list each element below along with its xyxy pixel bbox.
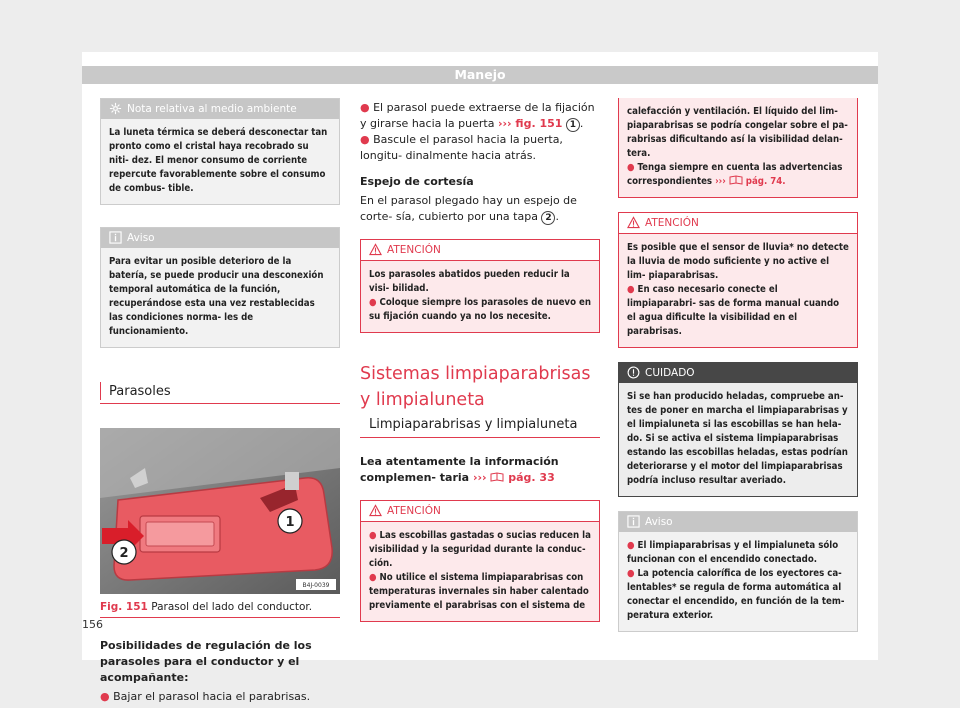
bullet-lower-visor: ● Bajar el parasol hacia el parabrisas. bbox=[100, 690, 311, 703]
figure-marker-2: 2 bbox=[119, 546, 129, 561]
manual-page bbox=[82, 52, 878, 703]
page-number: 156 bbox=[82, 618, 103, 631]
info-icon bbox=[109, 231, 122, 244]
atencion-visors-bullet: ● Coloque siempre los parasoles de nuevo en su fijación cuando ya no los necesite. bbox=[369, 297, 591, 322]
bullet-tilt-visor: ● Bascule el parasol hacia la puerta, longitu- dinalmente hacia atrás. bbox=[360, 133, 563, 162]
sunvisor-figure bbox=[100, 428, 340, 594]
page-header: Manejo bbox=[82, 66, 878, 84]
info-icon bbox=[627, 515, 640, 528]
atencion-box-wipers bbox=[360, 500, 600, 622]
atencion-rain-text: Es posible que el sensor de lluvia* no detecte la lluvia de modo suficiente y no active el lim- piaparabrisas. bbox=[627, 242, 849, 281]
aviso-wipers-bullet-2: ● La potencia calorífica de los eyectores ca- lentables* se regula de forma automática al conectar el encendido, en función de la tem- peratura exterior. bbox=[627, 568, 845, 621]
atencion-box-visors bbox=[360, 239, 600, 333]
atencion-visors-text: Los parasoles abatidos pueden reducir la visi- bilidad. bbox=[369, 269, 570, 294]
cuidado-title: CUIDADO bbox=[619, 363, 857, 383]
atencion-continued-bullet: ● Tenga siempre en cuenta las advertencias correspondientes ››› pág. 74. bbox=[627, 162, 843, 187]
book-icon bbox=[490, 472, 504, 482]
warning-triangle-icon bbox=[627, 216, 640, 229]
cuidado-text: Si se han producido heladas, compruebe an- tes de poner en marcha el limpiaparabrisas y el limpialuneta si las escobillas se han hela- do. Si se activa el sistema limpiaparabrisas estando las escobillas heladas, estas podrían deteriorarse y el motor del limpiaparabrisas podría incluso resultar averiado. bbox=[619, 383, 857, 496]
link-page-74[interactable]: pág. 74. bbox=[745, 176, 786, 187]
mirror-text: En el parasol plegado hay un espejo de corte- sía, cubierto por una tapa 2 . bbox=[360, 194, 577, 223]
column-left bbox=[100, 98, 340, 705]
leaf-icon bbox=[109, 102, 122, 115]
aviso-wipers-bullet-1: ● El limpiaparabrisas y el limpialuneta sólo funcionan con el encendido conectado. bbox=[627, 540, 839, 565]
figure-caption: Fig. 151 Parasol del lado del conductor. bbox=[100, 601, 340, 618]
aviso-text: Para evitar un posible deterioro de la batería, se puede producir una desconexión temporal automática de la función, recuperándose esta una vez restablecidas las condiciones norma- les de funcionamiento. bbox=[101, 248, 339, 347]
subsection-heading-wipers: Limpiaparabrisas y limpialuneta bbox=[360, 417, 600, 438]
atencion-wipers-bullet-2: ● No utilice el sistema limpiaparabrisas con temperaturas invernales sin haber calentado previamente el parabrisas con el sistema de bbox=[369, 572, 589, 611]
cuidado-box bbox=[618, 362, 858, 497]
environment-note-title: Nota relativa al medio ambiente bbox=[101, 99, 339, 119]
figure-marker-1: 1 bbox=[285, 515, 295, 530]
atencion-box-rain-sensor bbox=[618, 212, 858, 348]
aviso-title: Aviso bbox=[619, 512, 857, 532]
atencion-rain-bullet: ● En caso necesario conecte el limpiaparabri- sas de forma manual cuando el agua dificulte la visibilidad en el parabrisas. bbox=[627, 284, 840, 337]
atencion-continued-text: calefacción y ventilación. El líquido del lim- piaparabrisas se podría congelar sobre el pa- rabrisas dificultando así la visibilidad delan- tera. bbox=[627, 106, 848, 159]
environment-note-text: La luneta térmica se deberá desconectar tan pronto como el cristal haya recobrado su niti- dez. El menor consumo de corriente repercute favorablemente sobre el consumo de combus- tible. bbox=[101, 119, 339, 204]
warning-triangle-icon bbox=[369, 243, 382, 256]
section-heading-parasoles: Parasoles bbox=[100, 384, 340, 404]
mirror-heading: Espejo de cortesía bbox=[360, 175, 474, 188]
warning-triangle-icon bbox=[369, 504, 382, 517]
column-middle bbox=[360, 100, 600, 622]
column-right bbox=[618, 98, 858, 632]
caution-circle-icon bbox=[627, 366, 640, 379]
figure-code: B4J-0039 bbox=[302, 582, 330, 589]
aviso-box-wipers bbox=[618, 511, 858, 632]
atencion-title: ATENCIÓN bbox=[619, 213, 857, 234]
book-icon bbox=[729, 175, 743, 185]
environment-note-box bbox=[100, 98, 340, 205]
wipers-intro: Lea atentamente la información complemen- taria ››› pág. 33 bbox=[360, 455, 559, 484]
section-heading-wipers: Sistemas limpiaparabrisas y limpialuneta bbox=[360, 364, 591, 410]
sunvisor-illustration bbox=[100, 428, 340, 594]
atencion-title: ATENCIÓN bbox=[361, 240, 599, 261]
bullet-extract-visor: ● El parasol puede extraerse de la fijación y girarse hacia la puerta ››› fig. 151 1 . bbox=[360, 101, 595, 130]
regulation-intro: Posibilidades de regulación de los parasoles para el conductor y el acompañante: bbox=[100, 639, 312, 684]
aviso-box bbox=[100, 227, 340, 348]
atencion-wipers-bullet-1: ● Las escobillas gastadas o sucias reducen la visibilidad y la seguridad durante la conduc- ción. bbox=[369, 530, 591, 569]
aviso-title: Aviso bbox=[101, 228, 339, 248]
link-page-33[interactable]: pág. 33 bbox=[508, 471, 555, 484]
atencion-title: ATENCIÓN bbox=[361, 501, 599, 522]
atencion-continued-box bbox=[618, 98, 858, 198]
